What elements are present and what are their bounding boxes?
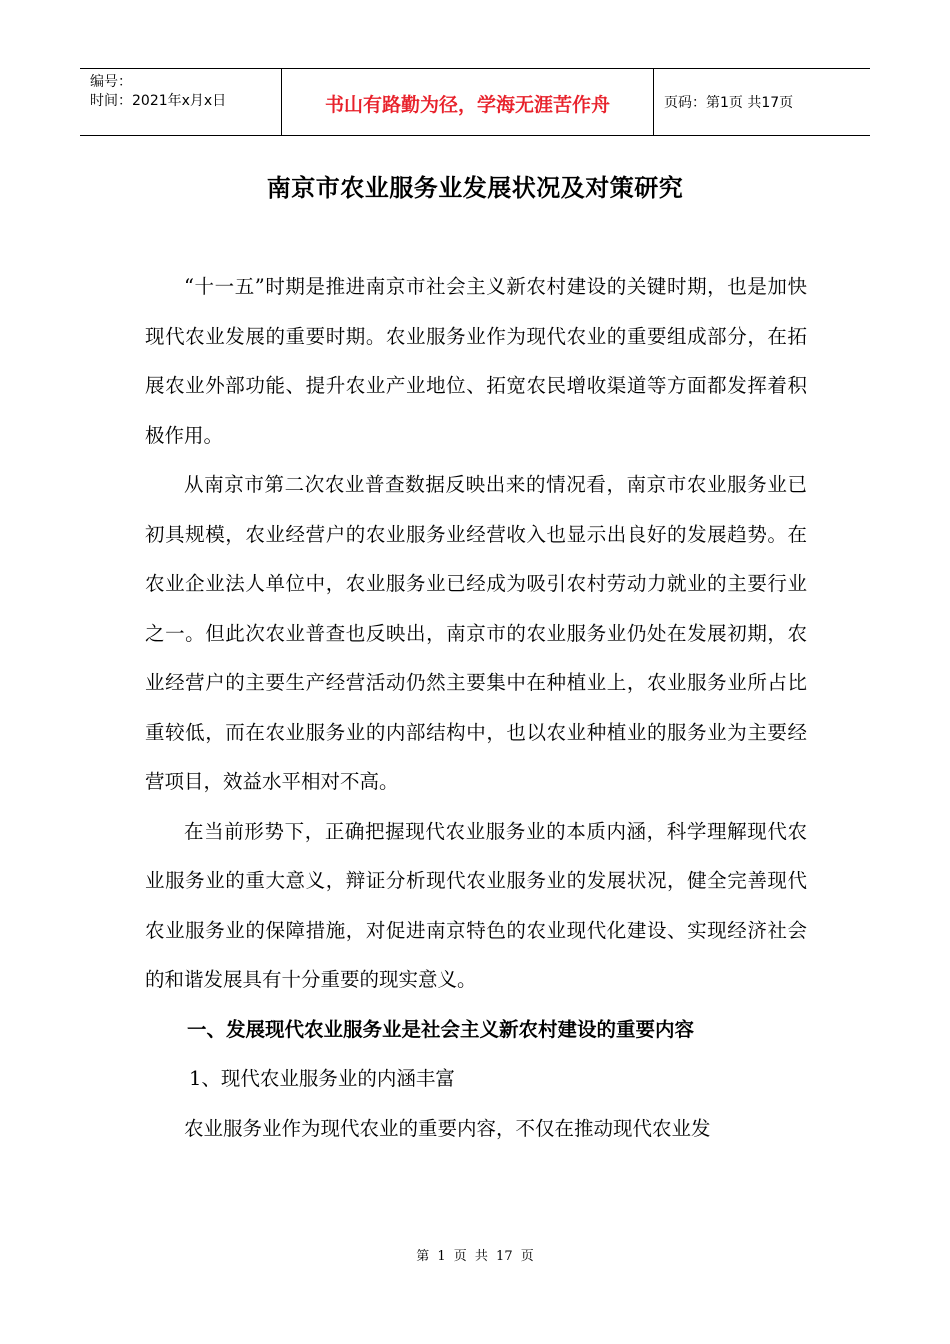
subsection-heading: 1、现代农业服务业的内涵丰富 [189,1067,455,1090]
page-footer: 第 1 页 共 17 页 [416,1249,534,1264]
header-meta-cell [80,69,282,135]
document-number-label: 编号： [90,74,132,90]
header-page-info: 页码：第1页 共17页 [664,95,794,111]
section-heading: 一、发展现代农业服务业是社会主义新农村建设的重要内容 [187,1017,695,1041]
paragraph-continued: 农业服务业作为现代农业的重要内容，不仅在推动现代农业发 [184,1116,711,1140]
paragraph-census: 从南京市第二次农业普查数据反映出来的情况看，南京市农业服务业已初具规模，农业经营户的农业服务业经营收入也显示出良好的发展趋势。在农业企业法人单位中，农业服务业已经成为吸引农村劳动力就业的主要行业之一。但此次农业普查也反映出，南京市的农业服务业仍处在发展初期，农业经营户的主要生产经营活动仍然主要集中在种植业上，农业服务业所占比重较低，而在农业服务业的内部结构中，也以农业种植业的服务业为主要经营项目，效益水平相对不高。 [145,473,807,793]
document-body [145,262,807,1153]
header-table [80,68,870,136]
header-motto: 书山有路勤为径，学海无涯苦作舟 [282,69,654,135]
document-title: 南京市农业服务业发展状况及对策研究 [266,174,684,202]
document-date-label: 时间：2021年x月x日 [90,93,227,109]
paragraph-significance: 在当前形势下，正确把握现代农业服务业的本质内涵，科学理解现代农业服务业的重大意义，辩证分析现代农业服务业的发展状况，健全完善现代农业服务业的保障措施，对促进南京特色的农业现代化建设、实现经济社会的和谐发展具有十分重要的现实意义。 [145,819,807,991]
paragraph-intro: “十一五”时期是推进南京市社会主义新农村建设的关键时期，也是加快现代农业发展的重要时期。农业服务业作为现代农业的重要组成部分，在拓展农业外部功能、提升农业产业地位、拓宽农民增收渠道等方面都发挥着积极作用。 [145,275,807,447]
